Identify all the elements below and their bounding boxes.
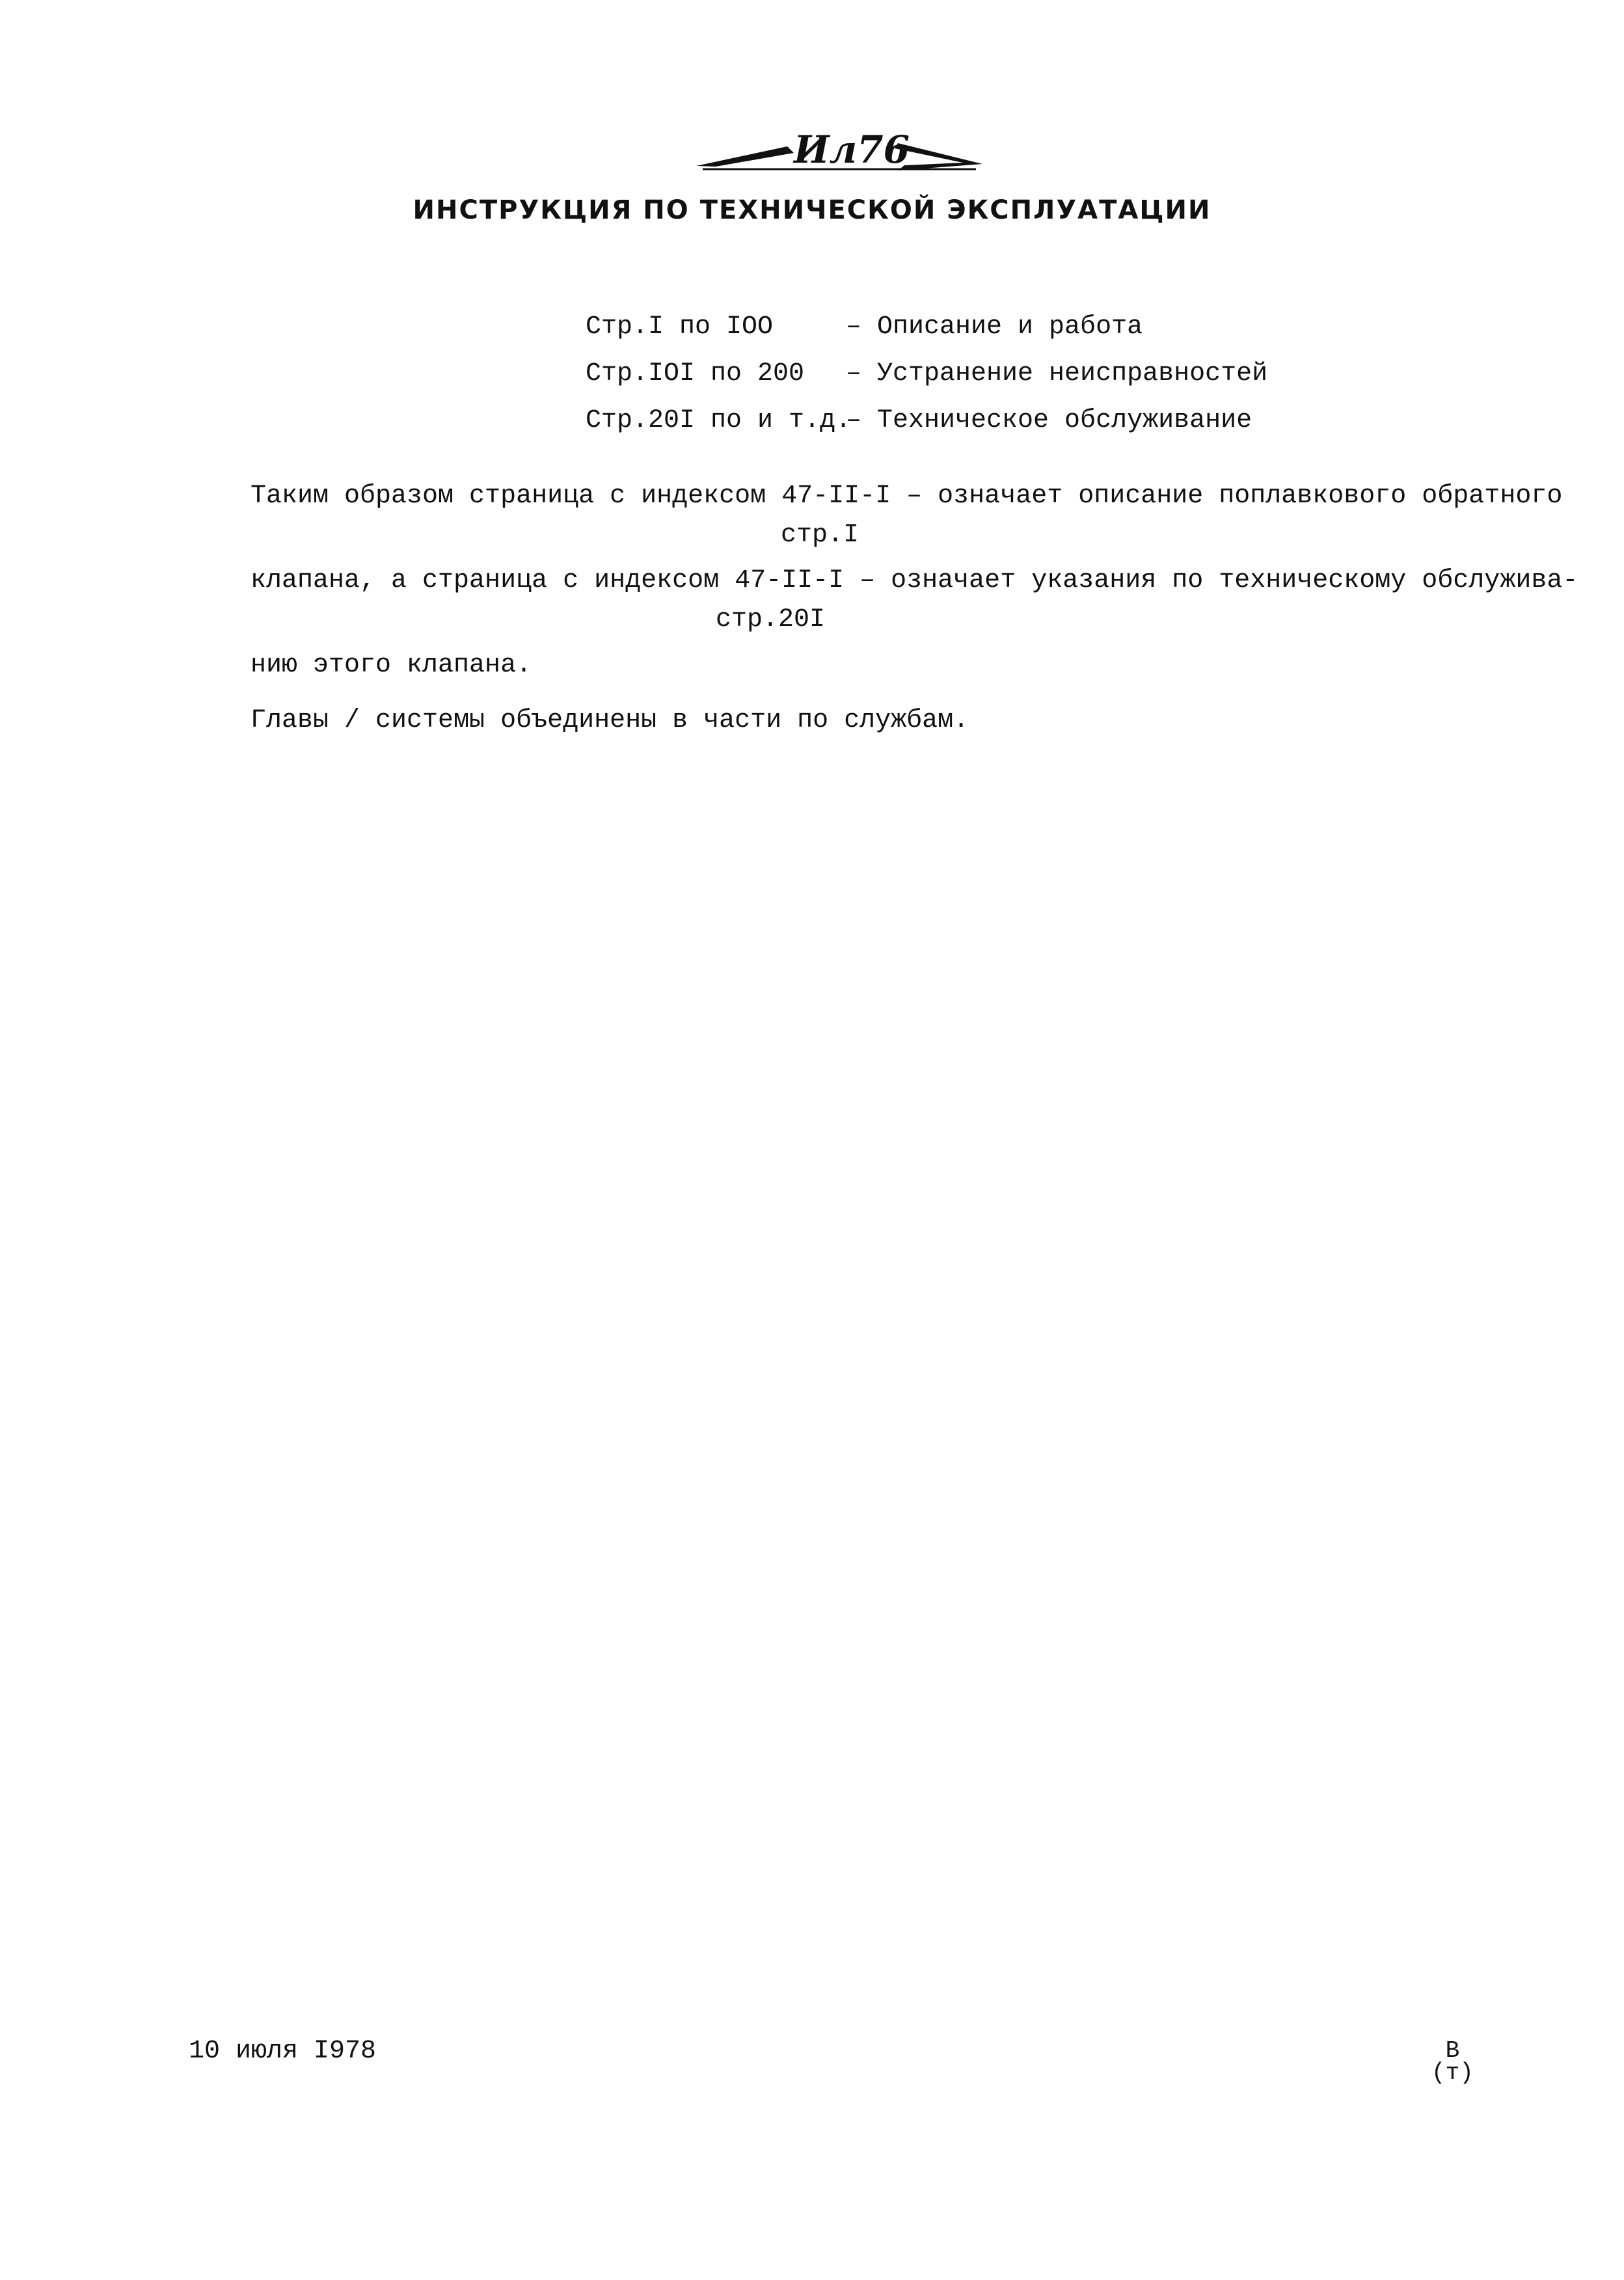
toc-description: – Устранение неисправностей [846, 359, 1268, 388]
toc-range: Стр.IOI по 200 [586, 359, 805, 388]
svg-text:Ил76: Ил76 [794, 128, 910, 172]
footer-revision-code [1431, 2037, 1474, 2086]
body-line-3: нию этого клапана. [250, 651, 532, 680]
toc-range: Стр.20I по и т.д. [586, 406, 852, 435]
body-line-1: Таким образом страница с индексом 47-II-I – означает описание поплавкового обратного [250, 482, 1563, 511]
body-line-2-subscript: стр.20I [716, 605, 826, 634]
toc-range: Стр.I по IOO [586, 312, 774, 342]
document-title: ИНСТРУКЦИЯ ПО ТЕХНИЧЕСКОЙ ЭКСПЛУАТАЦИИ [413, 195, 1211, 225]
toc-description: – Техническое обслуживание [846, 406, 1252, 435]
body-line-1-subscript: стр.I [781, 521, 859, 550]
footer-code-bottom: (т) [1431, 2059, 1474, 2086]
body-line-4: Главы / системы объединены в части по службам. [250, 706, 969, 735]
footer-date: 10 июля I978 [189, 2037, 377, 2066]
toc-description: – Описание и работа [846, 312, 1143, 342]
il76-logo [690, 124, 989, 182]
body-line-2: клапана, а страница с индексом 47-II-I – означает указания по техническому обслужива- [250, 566, 1578, 595]
footer-code-top: В [1445, 2037, 1460, 2064]
